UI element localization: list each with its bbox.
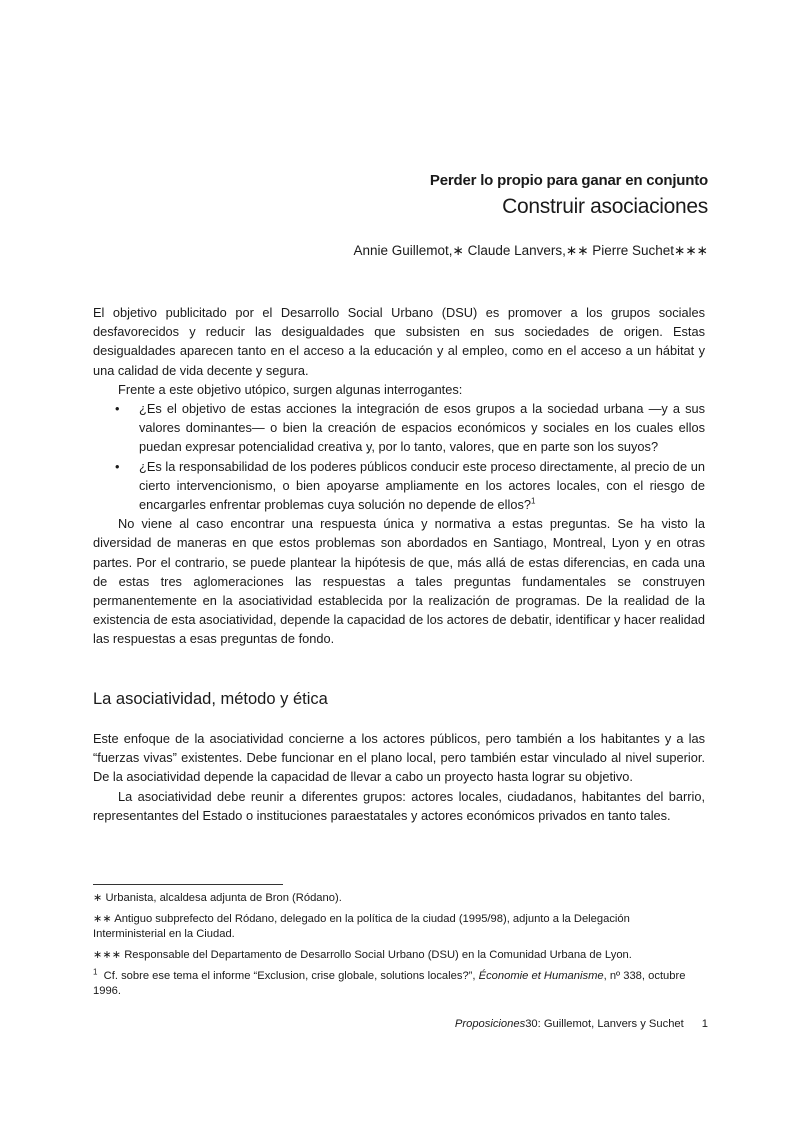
footnotes [93,891,705,1005]
list-item-text: ¿Es la responsabilidad de los poderes públicos conducir este proceso directamente, al precio de un cierto intervencionismo, o bien apoyarse ampliamente en los actores locales, con el riesgo de encargarles enfrentar problemas cuya solución no depende de ellos? [139,458,705,513]
intro-paragraph-3: No viene al caso encontrar una respuesta única y normativa a estas preguntas. Se ha visto la diversidad de maneras en que estos problemas son abordados en Santiago, Montreal, Lyon y en otras partes. Por el contrario, se puede plantear la hipótesis de que, más allá de estas diferencias, en cada una de estas tres aglomeraciones las respuestas a tales preguntas fundamentales se construyen permanentemente en la asociatividad establecida por la realización de programas. De la realidad de la existencia de esta asociatividad, depende la capacidad de los actores de debatir, identificar y hacer realidad las respuestas a esas preguntas de fondo. [93,516,705,647]
list-item-text: ¿Es el objetivo de estas acciones la integración de esos grupos a la sociedad urbana —y a sus valores dominantes— o bien la creación de espacios económicos y sociales en los cuales ellos puedan expresar potencialidad creativa y, por lo tanto, valores, que en parte son los suyos? [139,401,705,455]
intro-paragraph-1: El objetivo publicitado por el Desarrollo Social Urbano (DSU) es promover a los grupos sociales desfavorecidos y reducir las desigualdades que subsisten en sus sociedades de origen. Estas desigualdades aparecen tanto en el acceso a la educación y al empleo, como en el acceso a un hábitat y una calidad de vida decente y segura. [93,305,705,378]
footnote-ref: 1 [530,496,536,506]
bullet-icon: • [115,458,120,474]
intro-section [93,303,705,649]
section-body [93,729,705,825]
footnote-1: ∗ Urbanista, alcaldesa adjunta de Bron (Ródano). [93,892,342,904]
section-heading: La asociatividad, método y ética [93,690,328,708]
article-authors: Annie Guillemot,∗ Claude Lanvers,∗∗ Pierre Suchet∗∗∗ [353,243,708,258]
page-footer [455,1018,708,1030]
article-title: Construir asociaciones [502,195,708,218]
footnote-4 [93,969,705,999]
footnote-4-tail: , nº 338, octubre 1996. [93,970,686,997]
section-paragraph-1: Este enfoque de la asociatividad concierne a los actores públicos, pero también a los habitantes y a las “fuerzas vivas” existentes. Debe funcionar en el plano local, pero también estar vinculado al nivel superior. De la asociatividad depende la capacidad de llevar a cabo un proyecto hasta lograr su objetivo. [93,731,705,785]
article-kicker: Perder lo propio para ganar en conjunto [429,172,708,189]
footnote-4-text: Cf. sobre ese tema el informe “Exclusion, crise globale, solutions locales?”, [103,970,476,982]
intro-paragraph-2: Frente a este objetivo utópico, surgen algunas interrogantes: [118,381,463,397]
section-paragraph-2: La asociatividad debe reunir a diferentes grupos: actores locales, ciudadanos, habitantes del barrio, representantes del Estado o instituciones paraestatales y actores económicos privados en tanto tales. [93,788,705,823]
footnote-2: ∗∗ Antiguo subprefecto del Ródano, delegado en la política de la ciudad (1995/98), adjunto a la Delegación Interministerial en la Ciudad. [93,913,630,940]
footer-issue: 30: Guillemot, Lanvers y Suchet [525,1018,684,1030]
question-list [93,399,705,514]
footnote-4-journal: Économie et Humanisme [478,970,604,982]
list-item [93,399,705,457]
bullet-icon: • [115,401,120,417]
page-number: 1 [701,1018,708,1030]
footnote-3: ∗∗∗ Responsable del Departamento de Desarrollo Social Urbano (DSU) en la Comunidad Urbana de Lyon. [93,949,632,961]
footnote-divider [93,884,283,885]
footer-journal: Proposiciones [454,1018,526,1030]
footnote-mark: 1 [93,967,98,977]
list-item [93,457,705,515]
